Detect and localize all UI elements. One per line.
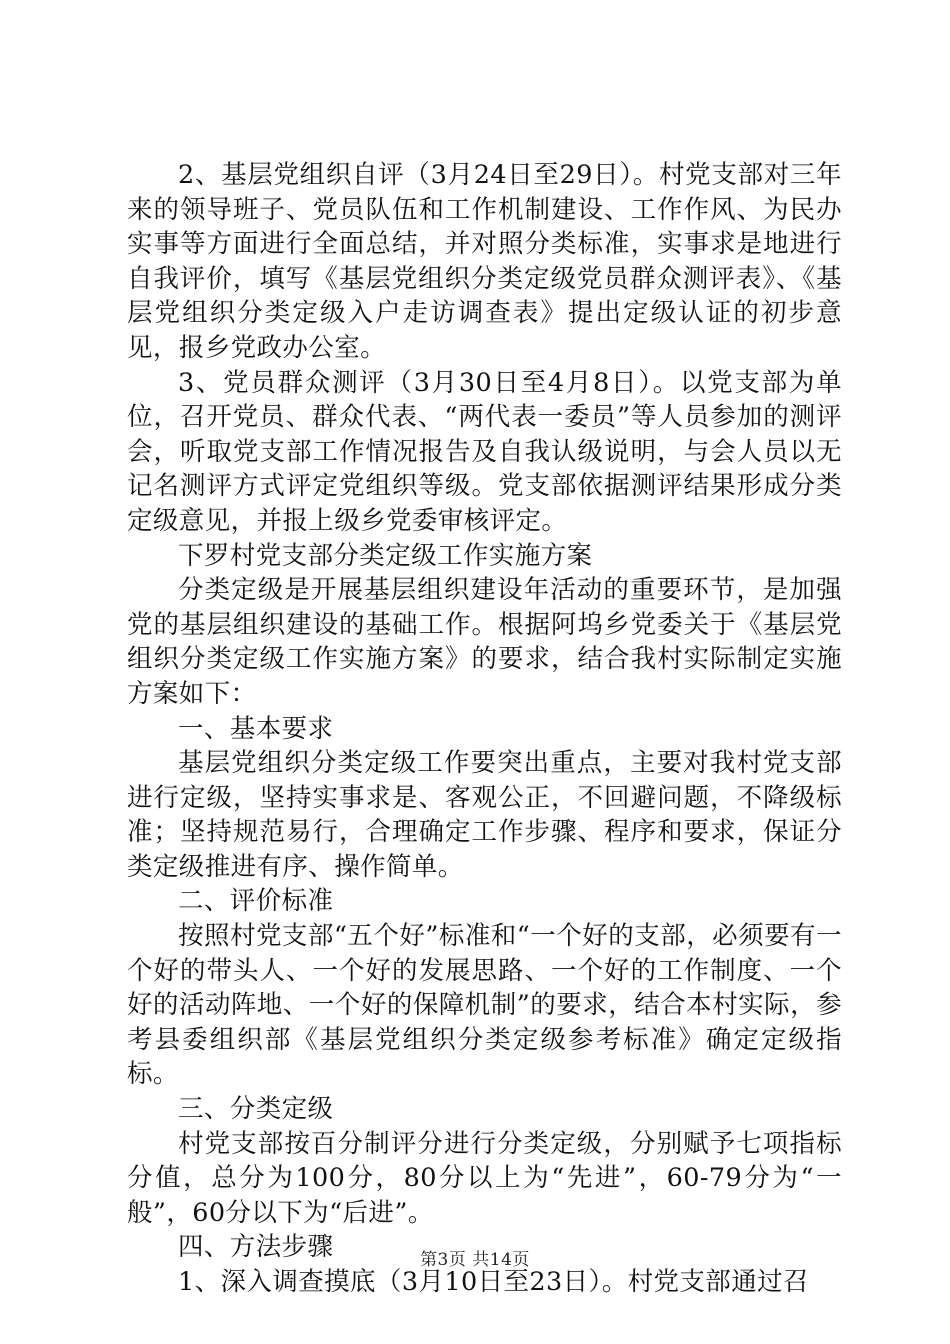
section-heading-methods: 四、方法步骤 <box>178 1232 334 1263</box>
document-subtitle: 下罗村党支部分类定级工作实施方案 <box>178 540 593 571</box>
paragraph-investigation: 1、深入调查摸底（3月10日至23日）。村党支部通过召 <box>178 1267 809 1297</box>
section-heading-basic-requirements: 一、基本要求 <box>178 713 334 744</box>
paragraph-self-evaluation: 2、基层党组织自评（3月24日至29日）。村党支部对三年来的领导班子、党员队伍和工作机制建设、工作作风、为民办实事等方面进行全面总结，并对照分类标准，实事求是地进行自我评价，填写《基层党组织分类定级党员群众测评表》、《基层党组织分类定级入户走访调查表》提出定级认证的初步意见，报乡党政办公室。 <box>127 160 842 363</box>
section-heading-evaluation-standard: 二、评价标准 <box>178 886 334 917</box>
paragraph-intro: 分类定级是开展基层组织建设年活动的重要环节，是加强党的基层组织建设的基础工作。根据阿坞乡党委关于《基层党组织分类定级工作实施方案》的要求，结合我村实际制定实施方案如下： <box>127 575 842 709</box>
paragraph-classification: 村党支部按百分制评分进行分类定级，分别赋予七项指标分值，总分为100分，80分以上为“先进”，60-79分为“一般”，60分以下为“后进”。 <box>127 1128 842 1228</box>
page-number-footer: 第3页 共14页 <box>420 1250 530 1270</box>
section-heading-classification: 三、分类定级 <box>178 1094 334 1125</box>
paragraph-mass-evaluation: 3、党员群众测评（3月30日至4月8日）。以党支部为单位，召开党员、群众代表、“两代表一委员”等人员参加的测评会，听取党支部工作情况报告及自我认级说明，与会人员以无记名测评方式评定党组织等级。党支部依据测评结果形成分类定级意见，并报上级乡党委审核评定。 <box>127 367 842 536</box>
paragraph-evaluation-standard: 按照村党支部“五个好”标准和“一个好的支部，必须要有一个好的带头人、一个好的发展思路、一个好的工作制度、一个好的活动阵地、一个好的保障机制”的要求，结合本村实际，参考县委组织部《基层党组织分类定级参考标准》确定定级指标。 <box>127 921 842 1090</box>
paragraph-basic-requirements: 基层党组织分类定级工作要突出重点，主要对我村党支部进行定级，坚持实事求是、客观公正，不回避问题，不降级标准；坚持规范易行，合理确定工作步骤、程序和要求，保证分类定级推进有序、操作简单。 <box>127 748 842 882</box>
document-body <box>127 158 842 1300</box>
